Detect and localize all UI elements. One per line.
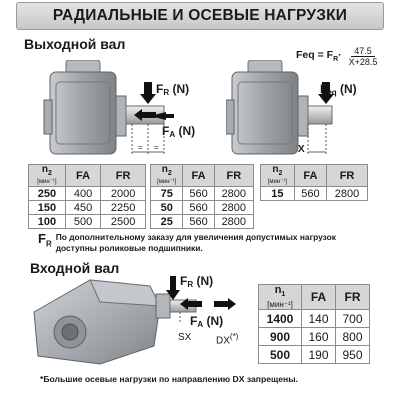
input-shaft-title: Входной вал xyxy=(30,260,120,276)
n-header: $n_2$ [мин⁻¹] xyxy=(29,165,66,187)
table-row: 150 450 2250 xyxy=(29,201,146,215)
formula-lhs: Feq = F xyxy=(296,49,334,62)
fa-arrow-left-1 xyxy=(134,109,156,121)
input-fa-label: $F_A$ (N) xyxy=(190,314,224,329)
fa-arrow-left-2 xyxy=(180,298,202,310)
output-load-table-3 xyxy=(260,164,368,201)
fr-header: FR xyxy=(327,165,368,187)
svg-text:=: = xyxy=(154,143,159,152)
x-dimension-label: X xyxy=(298,144,305,155)
formula-numerator: 47.5 xyxy=(351,46,375,57)
fa-label-1: $F_A$ (N) xyxy=(162,124,196,139)
formula-sub: R xyxy=(333,56,339,64)
table-row: 100 500 2500 xyxy=(29,215,146,229)
n-header: $n_1$ [мин⁻¹] xyxy=(259,285,302,310)
note-line-2: доступны роликовые подшипники. xyxy=(55,243,203,253)
table-header-row xyxy=(261,165,368,187)
output-load-table-1 xyxy=(28,164,146,229)
table-header-row xyxy=(29,165,146,187)
fa-header: FA xyxy=(294,165,326,187)
table-row: 50 560 2800 xyxy=(151,201,254,215)
fr-header: FR xyxy=(101,165,146,187)
formula-denominator: X+28.5 xyxy=(348,57,378,67)
table-header-row xyxy=(151,165,254,187)
input-fa-arrows xyxy=(180,298,236,310)
fa-header: FA xyxy=(183,165,214,187)
fr-header: FR xyxy=(336,285,370,310)
formula-fraction xyxy=(347,46,380,67)
input-fr-label: $F_R$ (N) xyxy=(180,274,214,289)
fa-header: FA xyxy=(302,285,336,310)
fr-arrow-1 xyxy=(140,82,156,104)
feq-label: $F_{eq}$ (N) xyxy=(320,82,357,97)
table-row: 25 560 2800 xyxy=(151,215,254,229)
dx-label: DX(*) xyxy=(216,332,239,347)
table-row: 75 560 2800 xyxy=(151,187,254,201)
input-fr-arrow xyxy=(166,276,180,300)
svg-text:=: = xyxy=(138,143,143,152)
output-shaft-title: Выходной вал xyxy=(24,36,126,52)
n-header: $n_2$ [мин⁻¹] xyxy=(261,165,295,187)
fa-header: FA xyxy=(65,165,100,187)
fr-label-1: $F_R$ (N) xyxy=(156,82,190,97)
output-gearbox-illustration-1 xyxy=(40,60,180,160)
output-gearbox-illustration-2 xyxy=(226,60,336,160)
input-load-table xyxy=(258,284,370,364)
fa-arrow-right-2 xyxy=(214,298,236,310)
table-row: 500 190 950 xyxy=(259,346,370,364)
page-title: РАДИАЛЬНЫЕ И ОСЕВЫЕ НАГРУЗКИ xyxy=(52,7,348,24)
fr-header: FR xyxy=(214,165,253,187)
table-row: 15 560 2800 xyxy=(261,187,368,201)
table-row: 250 400 2000 xyxy=(29,187,146,201)
fr-note-mark: $F_R$ xyxy=(38,231,52,249)
sx-label: SX xyxy=(178,332,192,343)
note-line-1: По дополнительному заказу для увеличения допустимых нагрузок xyxy=(55,232,336,242)
table-row: 1400 140 700 xyxy=(259,310,370,328)
page-title-bar xyxy=(16,2,384,30)
table-header-row xyxy=(259,285,370,310)
table-row: 900 160 800 xyxy=(259,328,370,346)
footnote: *Большие осевые нагрузки по направлению DX запрещены. xyxy=(40,374,298,384)
output-load-table-2 xyxy=(150,164,254,229)
n-header: $n_2$ [мин⁻¹] xyxy=(151,165,183,187)
roller-bearings-note xyxy=(38,232,378,254)
feq-formula: Feq = $F_R\cdot$ $\frac{47.5}{X+28.5}$ xyxy=(296,46,378,67)
